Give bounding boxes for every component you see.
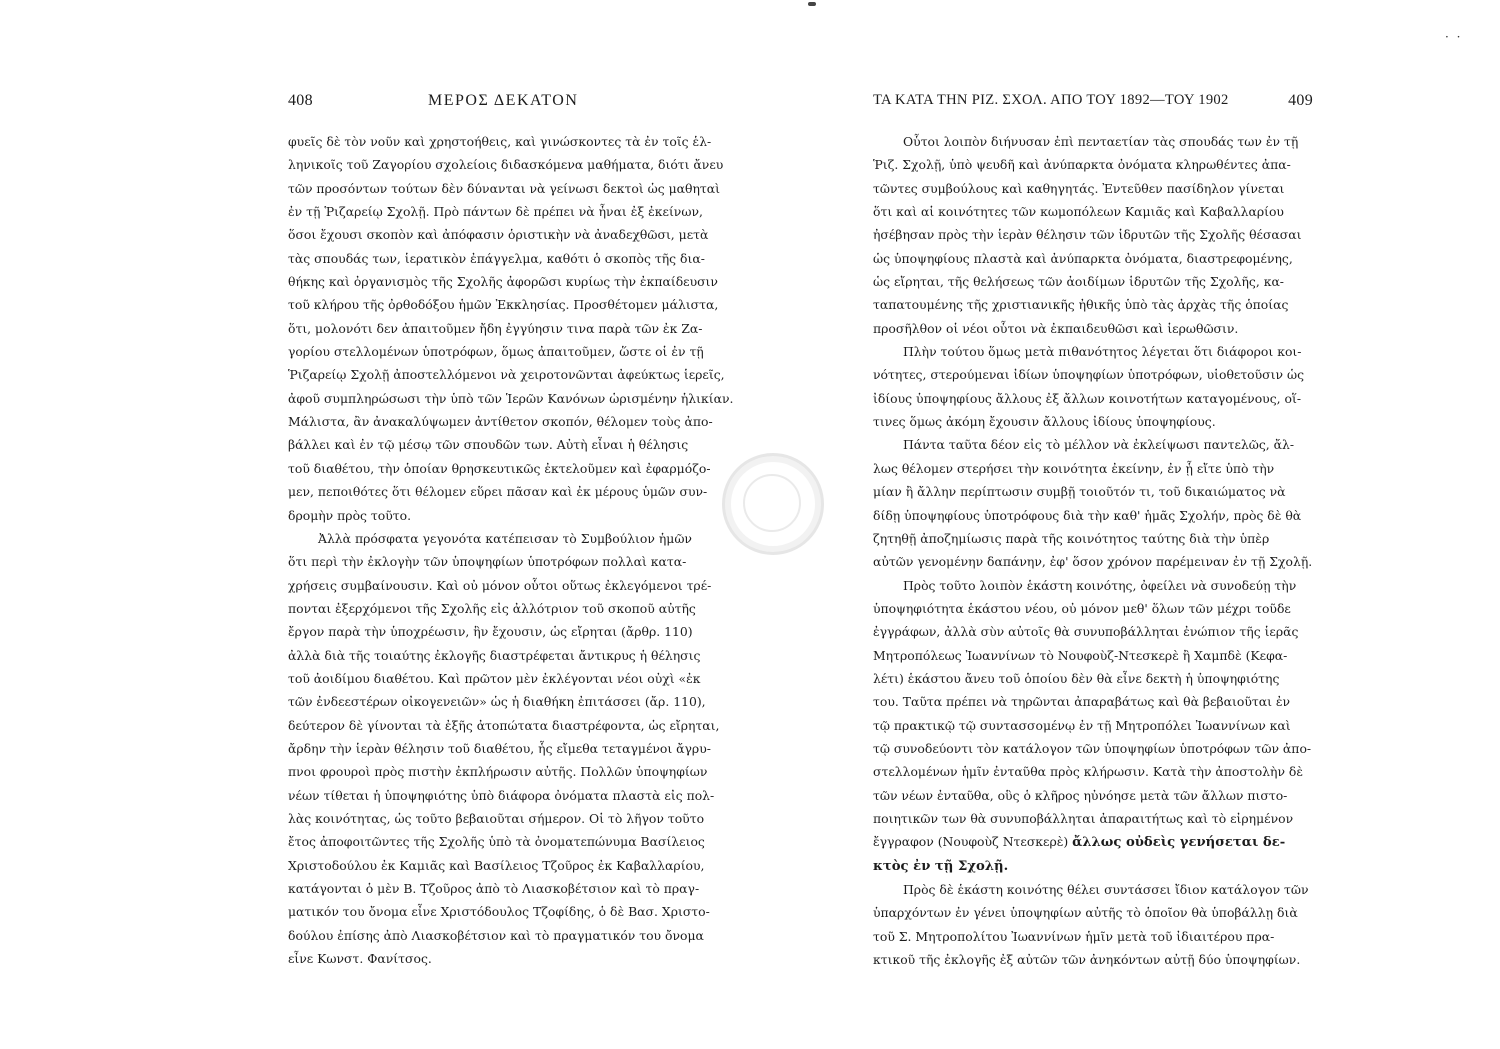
paragraph	[288, 527, 728, 971]
text-line: τοῦ κλήρου τῆς ὀρθοδόξου ἡμῶν Ἐκκλησίας. Προσθέτομεν μάλιστα,	[288, 297, 719, 313]
text-line: λως θέλομεν στερήσει τὴν κοινότητα ἐκείνην, ἐν ᾗ εἴτε ὑπὸ τὴν	[873, 460, 1275, 476]
text-line: αὐτῶν γενομένην δαπάνην, ἐφ' ὅσον χρόνον παρέμειναν ἐν τῇ Σχολῇ.	[873, 554, 1313, 570]
text-line: ἐν τῇ Ῥιζαρείῳ Σχολῇ. Πρὸ πάντων δὲ πρέπει νὰ ἦναι ἐξ ἐκείνων,	[288, 204, 703, 220]
scan-mark	[808, 2, 816, 6]
text-line: δούλου ἐπίσης ἀπὸ Λιασκοβέτσιον καὶ τὸ πραγματικόν του ὄνομα	[288, 927, 704, 943]
text-line: Ἀλλὰ πρόσφατα γεγονότα κατέπεισαν τὸ Συμβούλιον ἡμῶν	[318, 530, 692, 546]
text-line: χρήσεις συμβαίνουσιν. Καὶ οὐ μόνον οὗτοι οὕτως ἐκλεγόμενοι τρέ-	[288, 577, 712, 593]
text-line: τῶν προσόντων τούτων δὲν δύνανται νὰ γείνωσι δεκτοὶ ὡς μαθηταὶ	[288, 180, 721, 196]
left-running-head	[288, 92, 728, 116]
text-line: ἄρδην τὴν ἱερὰν θέλησιν τοῦ διαθέτου, ἧς εἴμεθα τεταγμένοι ἄγρυ-	[288, 740, 711, 756]
text-line: Πρὸς τοῦτο λοιπὸν ἑκάστη κοινότης, ὀφείλει νὰ συνοδεύῃ τὴν	[903, 577, 1297, 593]
left-page	[288, 92, 734, 970]
paragraph	[873, 574, 1313, 878]
text-line: τῶν νέων ἐνταῦθα, οὓς ὁ κλῆρος ηὐνόησε μετὰ τῶν ἄλλων πιστο-	[873, 787, 1288, 803]
text-line: Οὗτοι λοιπὸν διήνυσαν ἐπὶ πενταετίαν τὰς σπουδάς των ἐν τῇ	[903, 134, 1299, 149]
paragraph	[873, 130, 1313, 340]
text-line: τῶντες συμβούλους καὶ καθηγητάς. Ἐντεῦθεν πασίδηλον γίνεται	[873, 180, 1285, 196]
text-line: ζητηθῇ ἀποζημίωσις παρὰ τῆς κοινότητος ταύτης διὰ τὴν ὑπὲρ	[873, 530, 1270, 546]
text-line: στελλομένων ἡμῖν ἐνταῦθα πρὸς κλήρωσιν. Κατὰ τὴν ἀποστολὴν δὲ	[873, 764, 1304, 780]
text-line: δεύτερον δὲ γίνονται τὰ ἐξῆς ἀτοπώτατα διαστρέφοντα, ὡς εἴρηται,	[288, 717, 720, 733]
left-body-text	[288, 130, 734, 970]
text-line: δίδῃ ὑποψηφίους ὑποτρόφους διὰ τὴν καθ' ἡμᾶς Σχολήν, πρὸς δὲ θὰ	[873, 507, 1302, 523]
text-line: ὡς ὑποψηφίους πλαστὰ καὶ ἀνύπαρκτα ὀνόματα, διαστρεφομένης,	[873, 250, 1293, 266]
paragraph	[873, 340, 1313, 433]
right-page	[873, 92, 1313, 971]
text-line: Ῥιζαρείῳ Σχολῇ ἀποστελλόμενοι νὰ χειροτονῶνται ἀφεύκτως ἱερεῖς,	[288, 367, 725, 383]
text-line: ἰδίους ὑποψηφίους ἄλλους ἐξ ἄλλων κοινοτήτων καταγομένους, οἵ-	[873, 390, 1302, 406]
page-number-right: 409	[1288, 92, 1313, 109]
text-line: Πάντα ταῦτα δέον εἰς τὸ μέλλον νὰ ἐκλείψωσι παντελῶς, ἄλ-	[903, 437, 1295, 453]
text-line: ἀλλὰ διὰ τῆς τοιαύτης ἐκλογῆς διαστρέφεται ἄντικρυς ἡ θέλησις	[288, 647, 701, 663]
text-line: κτικοῦ τῆς ἐκλογῆς ἐξ αὐτῶν τῶν ἀνηκόντων αὐτῇ δύο ὑποψηφίων.	[873, 952, 1301, 968]
text-line: Πρὸς δὲ ἑκάστη κοινότης θέλει συντάσσει ἴδιον κατάλογον τῶν	[903, 882, 1309, 897]
text-line: τῶν ἐνδεεστέρων οἰκογενειῶν» ὡς ἡ διαθήκη ἐπιτάσσει (ἄρ. 110),	[288, 694, 706, 710]
text-line: μίαν ἢ ἄλλην περίπτωσιν συμβῇ τοιοῦτόν τι, τοῦ δικαιώματος νὰ	[873, 484, 1286, 500]
text-line: Ῥιζ. Σχολῇ, ὑπὸ ψευδῆ καὶ ἀνύπαρκτα ὀνόματα κληρωθέντες ἀπα-	[873, 157, 1291, 173]
text-line: λὰς κοινότητας, ὡς τοῦτο βεβαιοῦται σήμερον. Οἱ τὸ λῆγον τοῦτο	[288, 810, 705, 826]
running-title-right: ΤΑ ΚΑΤΑ ΤΗΝ ΡΙΖ. ΣΧΟΛ. ΑΠΟ ΤΟΥ 1892—ΤΟΥ 1902	[873, 92, 1229, 108]
text-line: γορίου στελλομένων ὑποτρόφων, ὅμως ἀπαιτοῦμεν, ὥστε οἱ ἐν τῇ	[288, 344, 704, 360]
text-line: τοῦ ἀοιδίμου διαθέτου. Καὶ πρῶτον μὲν ἐκλέγονται νέοι οὐχὶ «ἐκ	[288, 670, 701, 686]
text-line: πονται ἐξερχόμενοι τῆς Σχολῆς εἰς ἀλλότριον τοῦ σκοποῦ αὐτῆς	[288, 600, 696, 616]
paragraph	[873, 433, 1313, 573]
scan-dots: · ·	[1445, 30, 1463, 44]
text-line: τῷ συνοδεύοντι τὸν κατάλογον τῶν ὑποψηφίων ὑποτρόφων τῶν ἀπο-	[873, 740, 1312, 756]
text-line: ἐγγράφων, ἀλλὰ σὺν αὐτοῖς θὰ συνυποβάλληται ἐνώπιον τῆς ἱερᾶς	[873, 624, 1299, 640]
text-line: Μάλιστα, ἂν ἀνακαλύψωμεν ἀντίθετον σκοπόν, θέλομεν τοὺς ἀπο-	[288, 414, 713, 430]
text-line: ὅτι περὶ τὴν ἐκλογὴν τῶν ὑποψηφίων ὑποτρόφων πολλαὶ κατα-	[288, 554, 687, 570]
text-line: ὑπαρχόντων ἐν γένει ὑποψηφίων αὐτῆς τὸ ὁποῖον θὰ ὑποβάλλῃ διὰ	[873, 905, 1298, 921]
text-line: τοῦ Σ. Μητροπολίτου Ἰωαννίνων ἡμῖν μετὰ τοῦ ἰδιαιτέρου πρα-	[873, 928, 1275, 944]
running-title-left: ΜΕΡΟΣ ΔΕΚΑΤΟΝ	[428, 92, 579, 109]
text-line: Πλὴν τούτου ὅμως μετὰ πιθανότητος λέγεται ὅτι διάφοροι κοι-	[903, 344, 1302, 360]
text-line: τοῦ διαθέτου, τὴν ὁποίαν θρησκευτικῶς ἐκτελοῦμεν καὶ ἐφαρμόζο-	[288, 460, 711, 476]
paragraph	[288, 130, 734, 527]
library-stamp	[722, 453, 824, 555]
text-line: ἔργον παρὰ τὴν ὑποχρέωσιν, ἣν ἔχουσιν, ὡς εἴρηται (ἄρθρ. 110)	[288, 624, 693, 640]
text-line: κτὸς ἐν τῇ Σχολῇ.	[873, 858, 1009, 874]
bold-phrase: ἄλλως οὐδεὶς γενήσεται δε-	[1072, 835, 1286, 851]
page-number-left: 408	[288, 92, 313, 109]
text-line: εἶνε Κωνστ. Φανίτσος.	[288, 951, 432, 967]
text-line: νότητες, στερούμεναι ἰδίων ὑποψηφίων ὑποτρόφων, υἱοθετοῦσιν ὡς	[873, 367, 1305, 383]
text-line: ποιητικῶν των θὰ συνυποβάλληται ἀπαραιτήτως καὶ τὸ εἰρημένον	[873, 810, 1294, 826]
text-line: τινες ὅμως ἀκόμη ἔχουσιν ἄλλους ἰδίους ὑποψηφίους.	[873, 414, 1216, 430]
text-line: λέτι) ἑκάστου ἄνευ τοῦ ὁποίου δὲν θὰ εἶνε δεκτὴ ἡ ὑποψηφιότης	[873, 670, 1280, 686]
text-line: ἔγγραφον (Νουφοὺζ Ντεσκερὲ) ἄλλως οὐδεὶς γενήσεται δε-	[873, 834, 1286, 851]
text-line: κατάγονται ὁ μὲν Β. Τζοῦρος ἀπὸ τὸ Λιασκοβέτσιον καὶ τὸ πραγ-	[288, 881, 700, 896]
text-line: δρομὴν πρὸς τοῦτο.	[288, 507, 412, 523]
text-line: βάλλει καὶ ἐν τῷ μέσῳ τῶν σπουδῶν των. Αὐτὴ εἶναι ἡ θέλησις	[288, 437, 689, 453]
text-line: πνοι φρουροὶ πρὸς πιστὴν ἐκπλήρωσιν αὐτῆς. Πολλῶν ὑποψηφίων	[288, 764, 708, 780]
text-line: φυεῖς δὲ τὸν νοῦν καὶ χρηστοήθεις, καὶ γινώσκοντες τὰ ἐν τοῖς ἑλ-	[288, 134, 712, 149]
paragraph	[873, 878, 1313, 971]
text-line: τῷ πρακτικῷ τῷ συντασσομένῳ ἐν τῇ Μητροπόλει Ἰωαννίνων καὶ	[873, 717, 1291, 733]
text-line: ληνικοῖς τοῦ Ζαγορίου σχολείοις διδασκόμενα μαθήματα, διότι ἄνευ	[288, 157, 724, 173]
text-line: ὅσοι ἔχουσι σκοπὸν καὶ ἀπόφασιν ὁριστικὴν νὰ ἀναδεχθῶσι, μετὰ	[288, 227, 709, 243]
text-line: ἔτος ἀποφοιτῶντες τῆς Σχολῆς ὑπὸ τὰ ὀνοματεπώνυμα Βασίλειος	[288, 834, 705, 850]
text-line: θήκης καὶ ὀργανισμὸς τῆς Σχολῆς ἀφορῶσι κυρίως τὴν ἐκπαίδευσιν	[288, 274, 718, 290]
text-line: μεν, πεποιθότες ὅτι θέλομεν εὕρει πᾶσαν καὶ ἐκ μέρους ὑμῶν συν-	[288, 484, 708, 500]
text-line: Χριστοδούλου ἐκ Καμιᾶς καὶ Βασίλειος Τζοῦρος ἐκ Καβαλλαρίου,	[288, 857, 705, 873]
text-line: ἀφοῦ συμπληρώσωσι τὴν ὑπὸ τῶν Ἱερῶν Κανόνων ὡρισμένην ἡλικίαν.	[288, 390, 734, 406]
text-line: ὅτι, μολονότι δεν ἀπαιτοῦμεν ἤδη ἐγγύησιν τινα παρὰ τῶν ἐκ Ζα-	[288, 320, 703, 336]
text-line: ἠσέβησαν πρὸς τὴν ἱερὰν θέλησιν τῶν ἱδρυτῶν τῆς Σχολῆς θέσασαι	[873, 227, 1302, 243]
text-line: ματικόν του ὄνομα εἶνε Χριστόδουλος Τζοφίδης, ὁ δὲ Βασ. Χριστο-	[288, 904, 710, 920]
text-line: νέων τίθεται ἡ ὑποψηφιότης ὑπὸ διάφορα ὀνόματα πλαστὰ εἰς πολ-	[288, 787, 715, 803]
right-body-text	[873, 130, 1313, 971]
right-running-head	[873, 92, 1313, 116]
text-line: ὅτι καὶ αἱ κοινότητες τῶν κωμοπόλεων Καμιᾶς καὶ Καβαλλαρίου	[873, 204, 1284, 220]
text-line: Μητροπόλεως Ἰωαννίνων τὸ Νουφοὺζ-Ντεσκερὲ ἢ Χαμπδὲ (Κεφα-	[873, 647, 1288, 663]
text-line: προσῆλθον οἱ νέοι οὗτοι νὰ ἐκπαιδευθῶσι καὶ ἱερωθῶσιν.	[873, 320, 1239, 336]
text-line: ταπατουμένης τῆς χριστιανικῆς ἠθικῆς ὑπὸ τὰς ἀρχὰς τῆς ὁποίας	[873, 297, 1289, 313]
text-line: ὡς εἴρηται, τῆς θελήσεως τῶν ἀοιδίμων ἱδρυτῶν τῆς Σχολῆς, κα-	[873, 274, 1284, 290]
text-line: ὑποψηφιότητα ἑκάστου νέου, οὐ μόνον μεθ' ὅλων τῶν μέχρι τοῦδε	[873, 600, 1291, 616]
text-line: του. Ταῦτα πρέπει νὰ τηρῶνται ἀπαραβάτως καὶ θὰ βεβαιοῦται ἐν	[873, 694, 1291, 710]
text-line: τὰς σπουδάς των, ἱερατικὸν ἐπάγγελμα, καθότι ὁ σκοπὸς τῆς δια-	[288, 250, 705, 266]
